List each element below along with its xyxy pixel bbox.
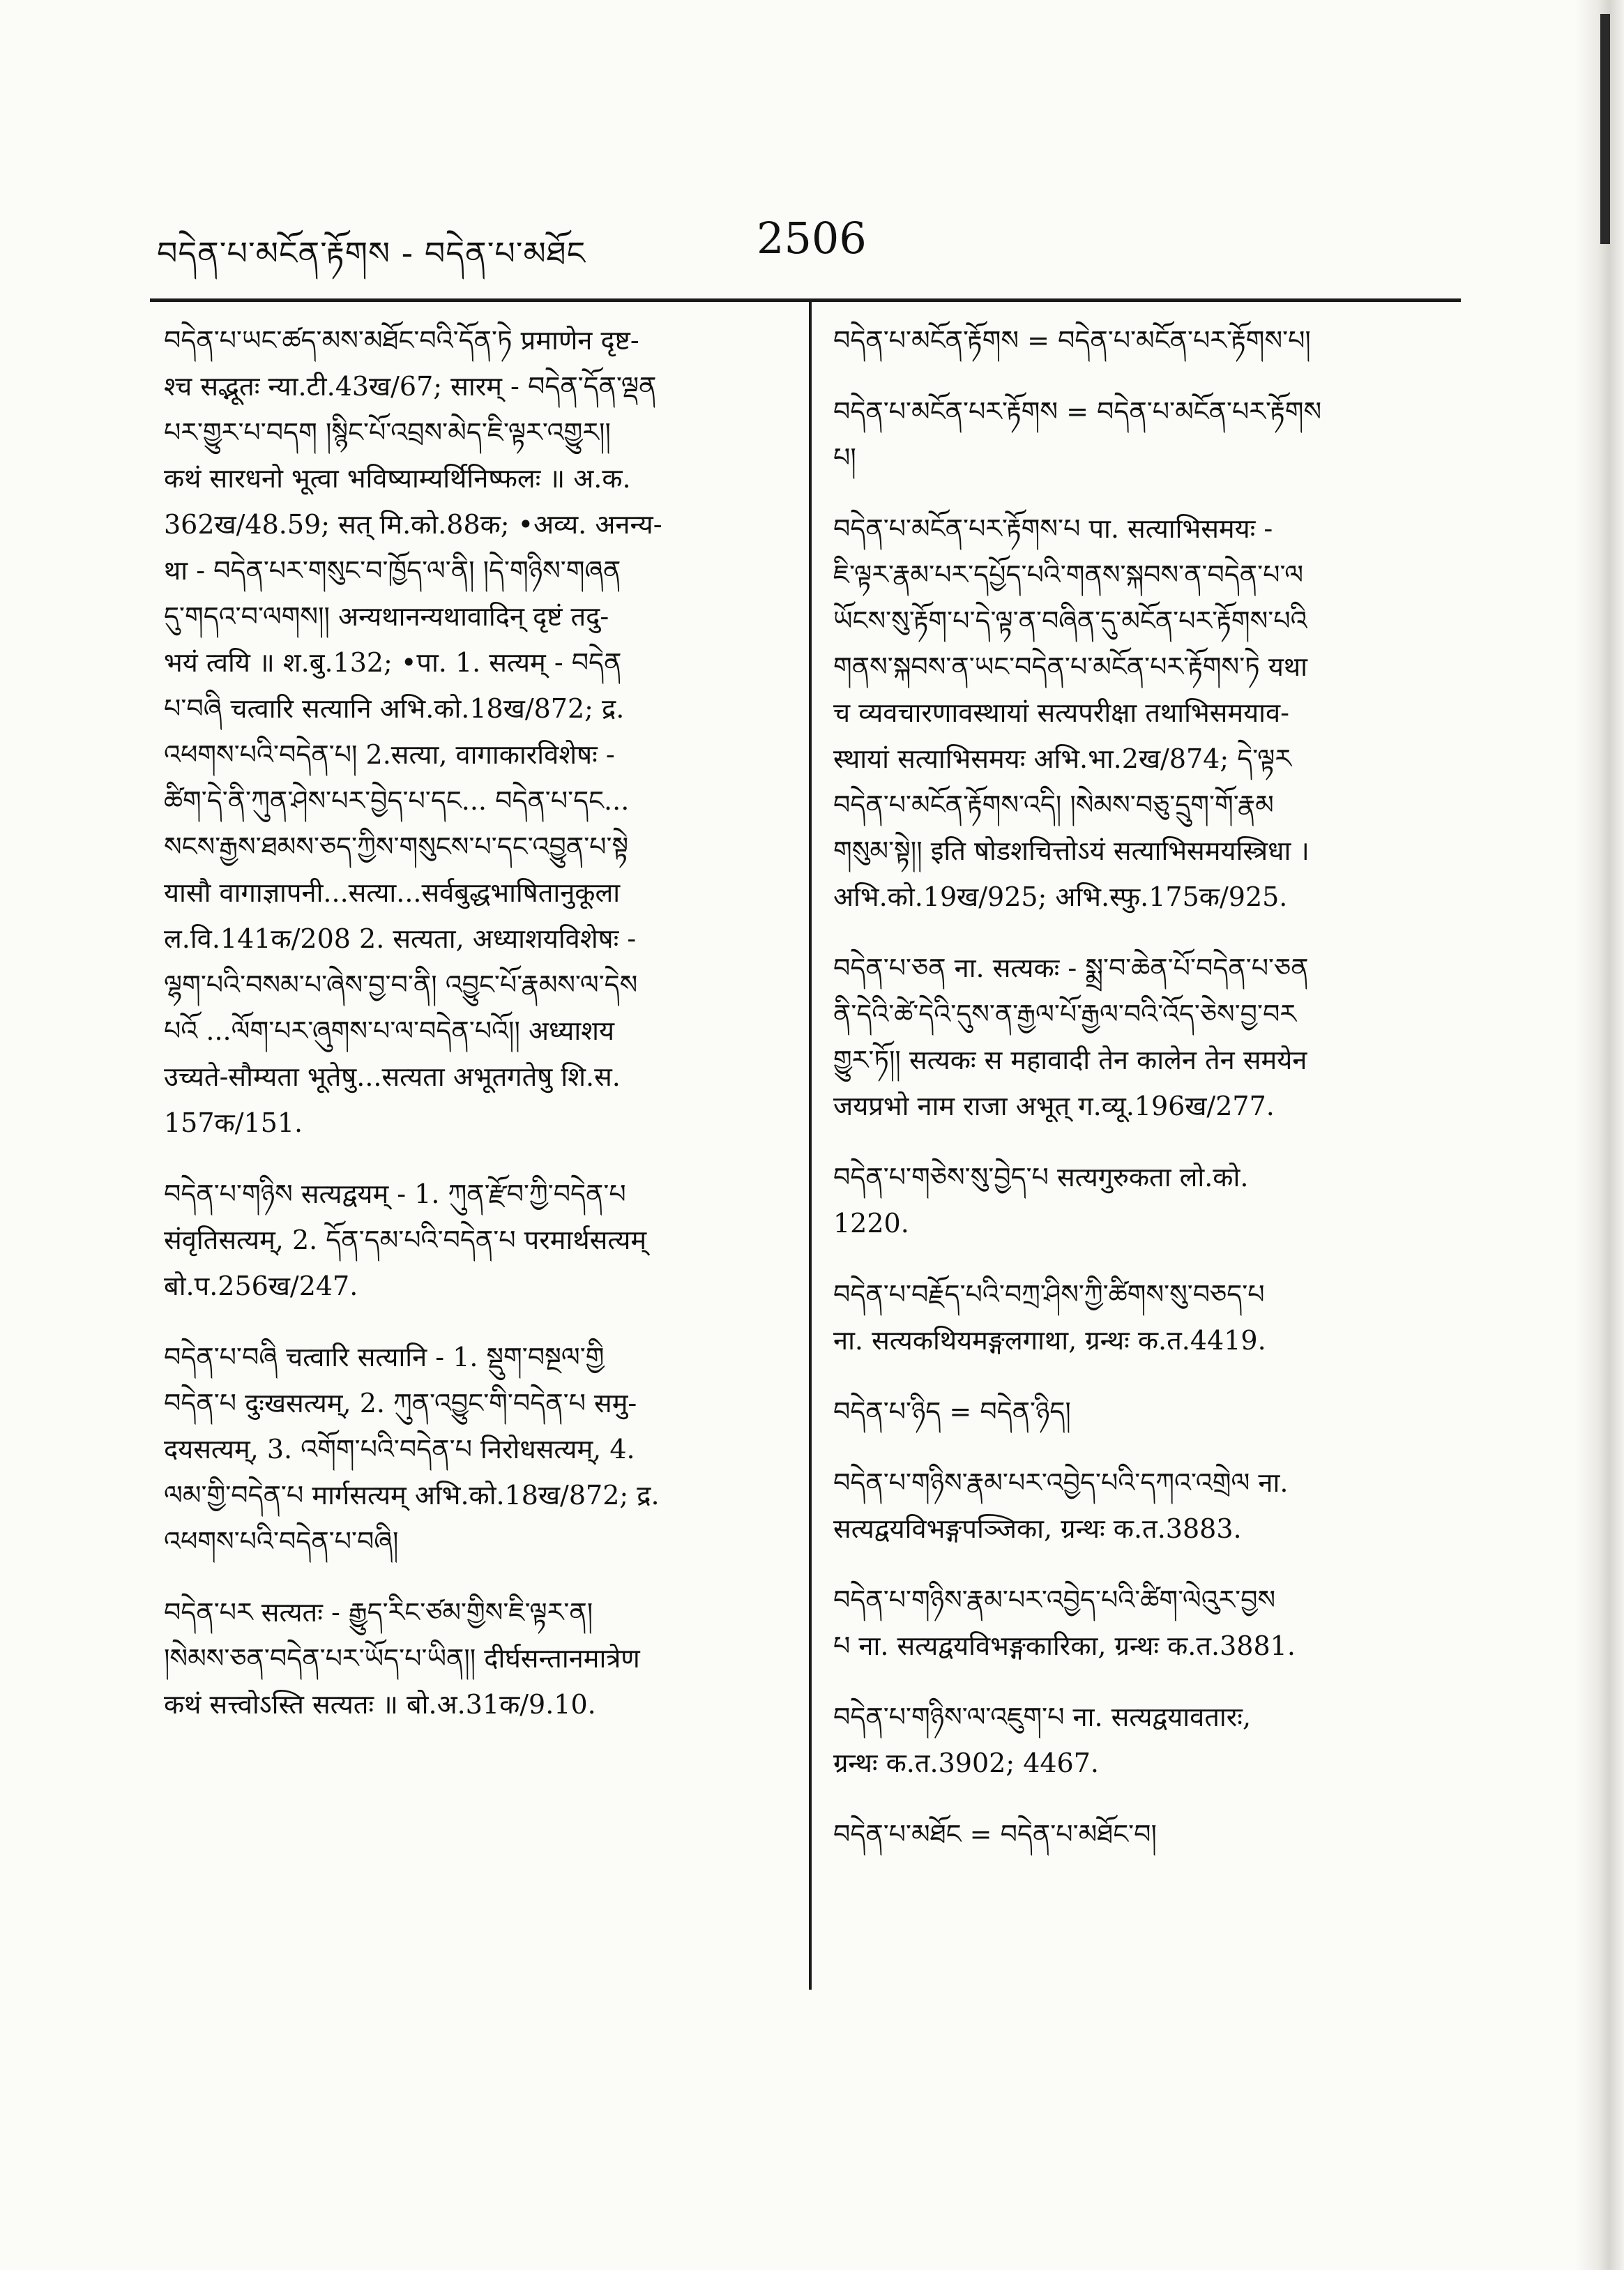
scan-edge [1575, 0, 1624, 2270]
entry-headline: བདེན་པ་གཉིས་རྣམ་པར་འབྱེད་པའི་ཚིག་ལེའུར་བྱས [833, 1584, 1276, 1615]
entry-line: कथं सारधनो भूत्वा भविष्याम्यर्थिनिष्फलः ॥ अ.क. [164, 463, 631, 494]
entry-headline: བདེན་པ་གཉིས་རྣམ་པར་འབྱེད་པའི་དཀའ་འགྲེལ ना. [833, 1467, 1289, 1498]
entry-headline: བདེན་པ་ཅན ना. सत्यकः - སྨྲ་བ་ཆེན་པོ་བདེན་པ་ཅན [833, 953, 1309, 983]
dictionary-entry [164, 1171, 777, 1309]
header-rule [150, 298, 1461, 302]
entry-line: ལམ་གྱི་བདེན་པ मार्गसत्यम् अभि.को.18ख/872; द्र. [164, 1480, 660, 1511]
entry-line: འཕགས་པའི་བདེན་པ། 2.सत्या, वागाकारविशेषः - [164, 739, 615, 770]
entry-line: ཇི་ལྟར་རྣམ་པར་དཔྱོད་པའི་གནས་སྐབས་ན་བདེན་པ་ལ [833, 559, 1304, 590]
entry-line: གསུམ་སྟེ།། इति षोडशचित्तोऽयं सत्याभिसमयस्त्रिधा । [833, 835, 1310, 866]
dictionary-entry [833, 1460, 1454, 1552]
entry-line: པར་གྱུར་པ་བདག །སྙིང་པོ་འབྲས་མེད་ཇི་ལྟར་འགྱུར།། [164, 417, 611, 448]
entry-line: भयं त्वयि ॥ श.बु.132; •पा. 1. सत्यम् - བདེན [164, 647, 622, 678]
dictionary-entry [833, 1389, 1454, 1435]
entry-line: ཡོངས་སུ་རྟོག་པ་དེ་ལྟ་ན་བཞིན་དུ་མངོན་པར་རྟོགས་པའི [833, 605, 1307, 636]
entry-line: बो.प.256ख/247. [164, 1271, 358, 1301]
page-number: 2506 [757, 213, 867, 264]
dictionary-entry [833, 1694, 1454, 1786]
entry-line: च व्यवचारणावस्थायां सत्यपरीक्षा तथाभिसमयाव- [833, 697, 1289, 728]
entry-line: ནི་དེའི་ཚེ་དེའི་དུས་ན་རྒྱལ་པོ་རྒྱལ་བའི་འོད་ཅེས་བྱ་བར [833, 999, 1297, 1029]
entry-line: सत्यद्वयविभङ्गपञ्जिका, ग्रन्थः क.त.3883. [833, 1513, 1242, 1544]
entry-line: པ། [833, 442, 856, 473]
entry-headline: བདེན་པ་མཐོང = བདེན་པ་མཐོང་བ། [833, 1819, 1157, 1849]
entry-headline: བདེན་པ་བརྗོད་པའི་བཀྲ་ཤིས་ཀྱི་ཚིགས་སུ་བཅད་པ [833, 1279, 1265, 1310]
entry-headline: བདེན་པ་ཉིད = བདེན་ཉིད། [833, 1396, 1071, 1427]
entry-line: संवृतिसत्यम्, 2. དོན་དམ་པའི་བདེན་པ परमार्थसत्यम् [164, 1225, 647, 1255]
entry-line: था - བདེན་པར་གསུང་བ་ཁྱོད་ལ་ནི། །དེ་གཉིས་གཞན [164, 555, 621, 586]
entry-headline: བདེན་པ་གཉིས་ལ་འཇུག་པ ना. सत्यद्वयावतारः, [833, 1702, 1252, 1732]
dictionary-entry [833, 1577, 1454, 1669]
scan-mark [1600, 14, 1610, 244]
dictionary-entry [833, 1811, 1454, 1857]
entry-line: 1220. [833, 1208, 909, 1239]
dictionary-entry [833, 945, 1454, 1129]
entry-headline: བདེན་པ་གཅེས་སུ་བྱེད་པ सत्यगुरुकता लो.को. [833, 1162, 1249, 1193]
dictionary-entry [164, 317, 777, 1146]
dictionary-entry [833, 506, 1454, 920]
entry-headline: བདེན་པ་ཡང་ཚད་མས་མཐོང་བའི་དོན་ཏེ प्रमाणेन दृष्ट- [164, 325, 639, 356]
entry-line: །སེམས་ཅན་བདེན་པར་ཡོད་པ་ཡིན།། दीर्घसन्तानमात्रेण [164, 1643, 640, 1674]
right-column [833, 317, 1454, 1882]
page-header [157, 213, 1454, 272]
entry-line: དུ་གདའ་བ་ལགས།། अन्यथानन्यथावादिन् दृष्टं तदु- [164, 601, 609, 632]
entry-line: འཕགས་པའི་བདེན་པ་བཞི། [164, 1526, 399, 1557]
entry-line: ल.वि.141क/208 2. सत्यता, अध्याशयविशेषः - [164, 923, 637, 954]
dictionary-entry [164, 1334, 777, 1564]
running-head: བདེན་པ་མངོན་རྟོགས - བདེན་པ་མཐོང [157, 234, 586, 272]
dictionary-entry [833, 317, 1454, 363]
entry-line: ना. सत्यकथियमङ्गलगाथा, ग्रन्थः क.त.4419. [833, 1325, 1266, 1356]
entry-line: अभि.को.19ख/925; अभि.स्फु.175क/925. [833, 881, 1288, 912]
entry-line: यासौ वागाज्ञापनी...सत्या...सर्वबुद्धभाषितानुकूला [164, 877, 621, 908]
dictionary-entry [833, 388, 1454, 481]
entry-headline: བདེན་པ་མངོན་པར་རྟོགས་པ पा. सत्याभिसमयः - [833, 513, 1273, 544]
entry-line: कथं सत्त्वोऽस्ति सत्यतः ॥ बो.अ.31क/9.10. [164, 1689, 596, 1720]
entry-line: ཚིག་དེ་ནི་ཀུན་ཤེས་པར་བྱེད་པ་དང... བདེན་པ་དང... [164, 785, 630, 816]
entry-headline: བདེན་པ་གཉིས सत्यद्वयम् - 1. ཀུན་རྫོབ་ཀྱི་བདེན་པ [164, 1179, 626, 1209]
dictionary-entry [833, 1154, 1454, 1246]
entry-line: གྱུར་ཏོ།། सत्यकः स महावादी तेन कालेन तेन समयेन [833, 1045, 1307, 1075]
entry-line: བདེན་པ दुःखसत्यम्, 2. ཀུན་འབྱུང་གི་བདེན་པ समु- [164, 1388, 637, 1418]
entry-headline: བདེན་པར सत्यतः - རྒྱུད་རིང་ཙམ་གྱིས་ཇི་ལྟར་ན། [164, 1597, 593, 1628]
entry-line: दयसत्यम्, 3. འགོག་པའི་བདེན་པ निरोधसत्यम्, 4. [164, 1434, 635, 1465]
entry-headline: བདེན་པ་མངོན་པར་རྟོགས = བདེན་པ་མངོན་པར་རྟོགས [833, 396, 1322, 427]
entry-line: གནས་སྐབས་ན་ཡང་བདེན་པ་མངོན་པར་རྟོགས་ཏེ यथा [833, 651, 1308, 682]
column-divider [809, 302, 812, 1990]
dictionary-entry [164, 1589, 777, 1727]
dictionary-entry [833, 1271, 1454, 1363]
entry-line: 157क/151. [164, 1107, 303, 1138]
entry-headline: བདེན་པ་མངོན་རྟོགས = བདེན་པ་མངོན་པར་རྟོགས་པ། [833, 325, 1311, 356]
entry-line: स्थायां सत्याभिसमयः अभि.भा.2ख/874; དེ་ལྟར [833, 743, 1292, 774]
entry-line: जयप्रभो नाम राजा अभूत् ग.व्यू.196ख/277. [833, 1091, 1275, 1121]
entry-line: ལྷག་པའི་བསམ་པ་ཞེས་བྱ་བ་ནི། འབྱུང་པོ་རྣམས་ལ་དེས [164, 969, 638, 1000]
entry-line: श्च सद्भूतः न्या.टी.43ख/67; सारम् - བདེན་དོན་ལྡན [164, 371, 657, 402]
entry-line: उच्यते-सौम्यता भूतेषु...सत्यता अभूतगतेषु शि.स. [164, 1061, 621, 1092]
entry-line: སངས་རྒྱས་ཐམས་ཅད་ཀྱིས་གསུངས་པ་དང་འབྱུན་པ་སྟེ [164, 831, 629, 862]
entry-headline: བདེན་པ་བཞི चत्वारि सत्यानि - 1. སྡུག་བསྔལ་གྱི [164, 1342, 605, 1372]
entry-line: བདེན་པ་མངོན་རྟོགས་འདི། །སེམས་བཅུ་དྲུག་གོ་རྣམ [833, 789, 1274, 820]
entry-line: 362ख/48.59; सत् मि.को.88क; •अव्य. अनन्य- [164, 509, 662, 540]
entry-line: པའོ ...ལོག་པར་ཞུགས་པ་ལ་བདེན་པའོ།། अध्याशय [164, 1015, 615, 1046]
left-column [164, 317, 777, 1753]
entry-line: པ ना. सत्यद्वयविभङ्गकारिका, ग्रन्थः क.त.3881. [833, 1630, 1296, 1661]
entry-line: ग्रन्थः क.त.3902; 4467. [833, 1748, 1099, 1778]
entry-line: པ་བཞི चत्वारि सत्यानि अभि.को.18ख/872; द्र. [164, 693, 625, 724]
